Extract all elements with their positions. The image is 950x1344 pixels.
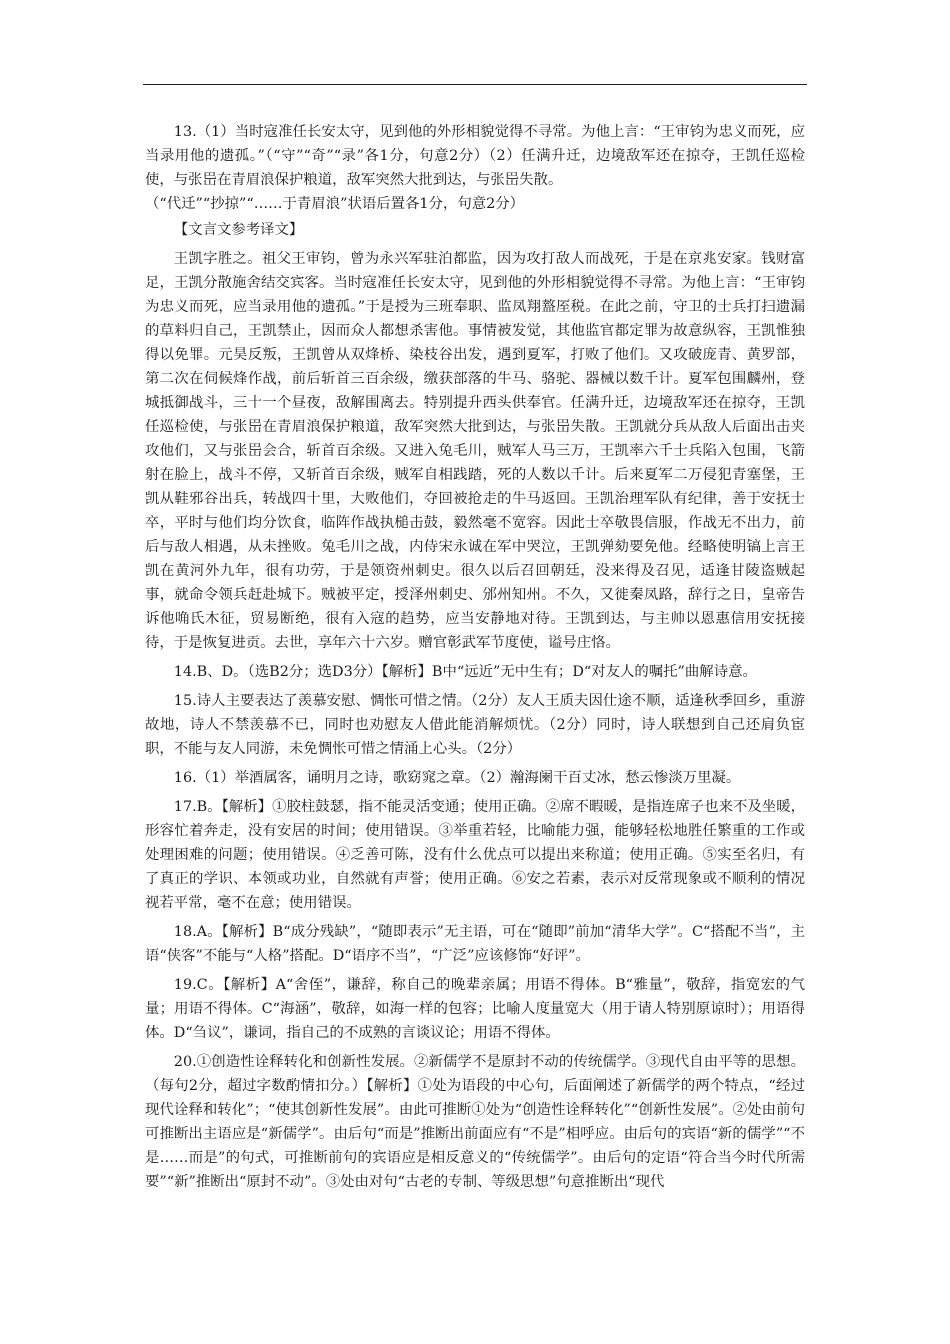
answer-16: 16.（1）举酒属客，诵明月之诗，歌窈窕之章。（2）瀚海阑干百丈冰，愁云惨淡万里凝。 — [173, 770, 741, 786]
answer-19: 19.C。【解析】A“舍侄”，谦辞，称自己的晚辈亲属；用语不得体。B“雅量”，敬辞，指宽宏的气量；用语不得体。C“海涵”，敬辞，如海一样的包容；比喻人度量宽大（用于请人特别原谅时）；用语得体。D“刍议”，谦词，指自己的不成熟的言谈议论；用语不得体。 — [145, 977, 805, 1041]
answer-18: 18.A。【解析】B“成分残缺”，“随即表示”无主语，可在“随即”前加“清华大学”。C“搭配不当”，主语“侠客”不能与“人格”搭配。D“语序不当”，“广泛”应该修饰“好评”。 — [145, 924, 805, 964]
answer-13: 13.（1）当时寇准任长安太守，见到他的外形相貌觉得不寻常。为他上言：“王审钧为忠义而死，应当录用他的遗孤。”（“守”“奇”“录”各1分，句意2分）（2）任满升迁，边境敌军还在掠夺，王凯任巡检使，与张岊在青眉浪保护粮道，敌军突然大批到达，与张岊失散。 — [145, 124, 805, 188]
answer-13-scoring-note: （“代迁”“抄掠”“……于青眉浪”状语后置各1分，句意2分） — [145, 196, 525, 212]
answer-14: 14.B、D。（选B2分；选D3分）【解析】B中“远近”无中生有；D“对友人的嘱托”曲解诗意。 — [173, 664, 757, 680]
answer-17: 17.B。【解析】①胶柱鼓瑟，指不能灵活变通；使用正确。②席不暇暖，是指连席子也来不及坐暖，形容忙着奔走，没有安居的时间；使用错误。③举重若轻，比喻能力强，能够轻松地胜任繁重的工作或处理困难的问题；使用错误。④乏善可陈，没有什么优点可以提出来称道；使用正确。⑤实至名归，有了真正的学识、本领或功业，自然就有声誉；使用正确。⑥安之若素，表示对反常现象或不顺利的情况视若平常，毫不在意；使用错误。 — [145, 799, 805, 911]
translation-heading: 【文言文参考译文】 — [173, 222, 304, 238]
translation-text: 王凯字胜之。祖父王审钧，曾为永兴军驻泊都监，因为攻打敌人而战死，于是在京兆安家。钱财富足，王凯分散施舍结交宾客。当时寇准任长安太守，见到他的外形相貌觉得不寻常。为他上言：“王审钧为忠义而死，应当录用他的遗孤。”于是授为三班奉职、监凤翔盩厔税。在此之前，守卫的士兵打扫遗漏的草料归自己，王凯禁止，因而众人都想杀害他。事情被发觉，其他监官都定罪为故意纵容，王凯惟独得以免罪。元昊反叛，王凯曾从双烽桥、染枝谷出发，遇到夏军，打败了他们。又攻破庞青、黄罗部，第二次在伺候烽作战，前后斩首三百余级，缴获部落的牛马、骆驼、器械以数千计。夏军包围麟州，登城抵御战斗，三十一个昼夜，敌解围离去。特别提升西头供奉官。任满升迁，边境敌军还在掠夺，王凯任巡检使，与张岊在青眉浪保护粮道，敌军突然大批到达，与张岊失散。王凯就分兵从敌人后面出击夹攻他们，又与张岊会合，斩首百余级。又进入兔毛川，贼军人马三万，王凯率六千士兵陷入包围，飞箭射在脸上，战斗不停，又斩首百余级，贼军自相践踏，死的人数以千计。后来夏军二万侵犯青塞堡，王凯从鞋邪谷出兵，转战四十里，大败他们，夺回被抢走的牛马返回。王凯治理军队有纪律，善于安抚士卒，平时与他们均分饮食，临阵作战执槌击鼓，毅然毫不宽容。因此士卒敬畏信服，作战无不出力，前后与敌人相遇，从未挫败。兔毛川之战，内侍宋永诚在军中哭泣，王凯弹劾要免他。经略使明镐上言王凯在黄河外九年，很有功劳，于是领资州刺史。很久以后召回朝廷，没来得及召见，适逢甘陵盗贼起事，就命令领兵赶赴城下。贼被平定，授泽州刺史、邠州知州。不久，又徙秦凤路，辞行之日，皇帝告诉他唃氏木征，贸易断绝，很有入寇的趋势，应当安静地对待。王凯到达，与主帅以恩惠信用安抚接待，于是恢复进贡。去世，享年六十六岁。赠官彰武军节度使，谥号庄恪。 — [145, 251, 805, 651]
header-rule — [143, 84, 807, 85]
answer-20: 20.①创造性诠释转化和创新性发展。②新儒学不是原封不动的传统儒学。③现代自由平等的思想。（每句2分，超过字数酌情扣分。）【解析】①处为语段的中心句，后面阐述了新儒学的两个特点，“经过现代诠释和转化”；“使其创新性发展”。由此可推断①处为“创造性诠释转化”“创新性发展”。②处由前句可推断出主语应是“新儒学”。由后句“而是”推断出前面应有“不是”相呼应。由后句的宾语“新的儒学”“不是……而是”的句式，可推断前句的宾语应是相反意义的“传统儒学”。由后句的定语“符合当今时代所需要”“新”推断出“原封不动”。③处由对句“古老的专制、等级思想”句意推断出“现代 — [145, 1054, 805, 1190]
answer-15: 15.诗人主要表达了羡慕安慰、惆怅可惜之情。（2分）友人王质夫因仕途不顺，适逢秋季回乡，重游故地，诗人不禁羡慕不已，同时也劝慰友人借此能消解烦忧。（2分）同时，诗人联想到自己还肩负宦职，不能与友人同游，未免惆怅可惜之情涌上心头。（2分） — [145, 693, 805, 757]
answer-body — [145, 120, 805, 1194]
